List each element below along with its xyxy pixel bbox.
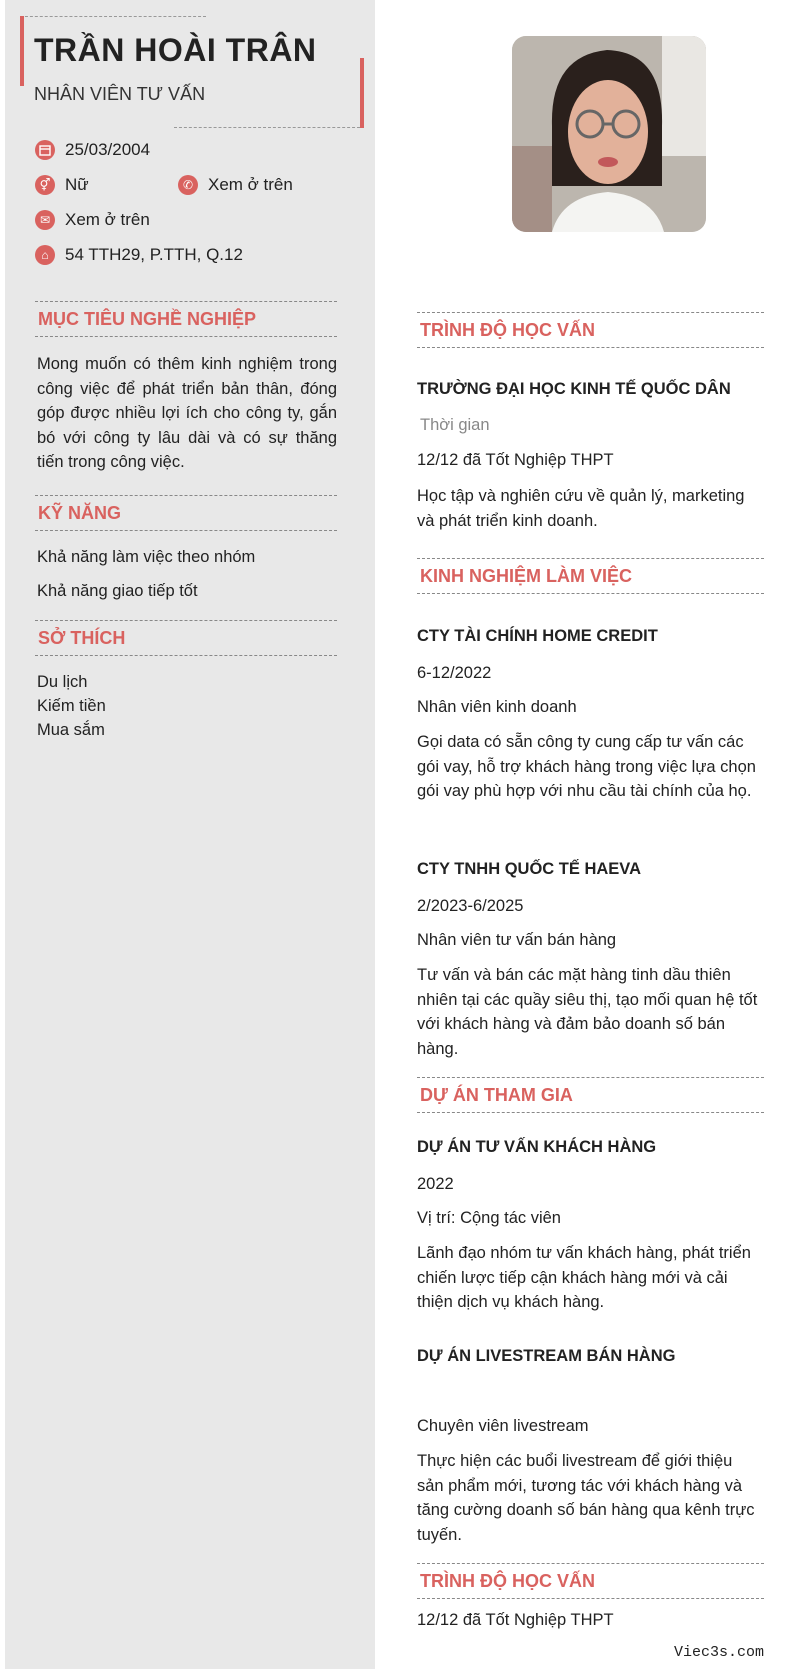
project-role: Vị trí: Cộng tác viên — [417, 1209, 561, 1227]
experience-heading-text: KINH NGHIỆM LÀM VIỆC — [420, 565, 633, 586]
education-time-label: Thời gian — [420, 416, 490, 434]
objective-heading — [35, 301, 337, 337]
project-description: Lãnh đạo nhóm tư vấn khách hàng, phát triển chiến lược tiếp cận khách hàng mới và cải thiện dịch vụ khách hàng. — [417, 1244, 751, 1311]
home-icon: ⌂ — [35, 245, 55, 265]
profile-photo — [512, 36, 706, 232]
phone-icon: ✆ — [178, 175, 198, 195]
gender-text: Nữ — [65, 175, 89, 194]
birthdate-row — [35, 140, 150, 160]
projects-heading — [417, 1077, 764, 1113]
watermark: Viec3s.com — [673, 1644, 764, 1661]
candidate-name: TRẦN HOÀI TRÂN — [34, 32, 317, 68]
phone-row — [178, 175, 293, 195]
address-row — [35, 245, 243, 265]
address-text: 54 TTH29, P.TTH, Q.12 — [65, 245, 243, 264]
project-year: 2022 — [417, 1175, 454, 1193]
gender-icon: ⚥ — [35, 175, 55, 195]
education-description: Học tập và nghiên cứu về quản lý, marketing và phát triển kinh doanh. — [417, 487, 745, 530]
objective-text: Mong muốn có thêm kinh nghiệm trong công việc để phát triển bản thân, đóng góp được nhiều lợi ích cho công ty, gắn bó với công ty lâu dài và có sự thăng tiến trong công việc. — [37, 355, 337, 471]
education2-degree: 12/12 đã Tốt Nghiệp THPT — [417, 1611, 614, 1629]
name-header — [20, 16, 364, 128]
gender-row — [35, 175, 89, 195]
header-bottom-divider — [174, 127, 360, 128]
job-period: 2/2023-6/2025 — [417, 897, 524, 915]
hobbies-heading — [35, 620, 337, 656]
objective-heading-text: MỤC TIÊU NGHỀ NGHIỆP — [38, 308, 257, 329]
header-accent-bar-right — [360, 58, 364, 128]
hobby-item: Kiếm tiền — [37, 697, 106, 715]
job-description: Gọi data có sẵn công ty cung cấp tư vấn các gói vay, hỗ trợ khách hàng trong việc lựa chọn gói vay phù hợp với nhu cầu tài chính của họ. — [417, 733, 756, 800]
job-company: CTY TNHH QUỐC TẾ HAEVA — [417, 860, 641, 878]
education-heading-text: TRÌNH ĐỘ HỌC VẤN — [420, 319, 595, 340]
skill-item: Khả năng làm việc theo nhóm — [37, 548, 256, 566]
hobby-item: Mua sắm — [37, 721, 105, 739]
job-period: 6-12/2022 — [417, 664, 492, 682]
header-top-divider — [20, 16, 206, 17]
skills-heading — [35, 495, 337, 531]
job-role: Nhân viên tư vấn bán hàng — [417, 931, 617, 949]
project-role: Chuyên viên livestream — [417, 1417, 589, 1435]
job-description: Tư vấn và bán các mặt hàng tinh dầu thiên nhiên tại các quầy siêu thị, tạo mối quan hệ tốt với khách hàng và đảm bảo doanh số bán hàng. — [417, 966, 758, 1058]
project-description: Thực hiện các buổi livestream để giới thiệu sản phẩm mới, tương tác với khách hàng và tăng cường doanh số bán hàng qua kênh trực tuyến. — [417, 1452, 755, 1544]
skill-item: Khả năng giao tiếp tốt — [37, 582, 198, 600]
skills-heading-text: KỸ NĂNG — [38, 502, 122, 523]
job-role: Nhân viên kinh doanh — [417, 698, 577, 716]
phone-text: Xem ở trên — [208, 175, 293, 194]
person-portrait-icon — [512, 36, 706, 232]
email-text: Xem ở trên — [65, 210, 150, 229]
project-name: DỰ ÁN LIVESTREAM BÁN HÀNG — [417, 1347, 676, 1365]
education-heading — [417, 312, 764, 348]
hobbies-heading-text: SỞ THÍCH — [38, 627, 126, 648]
education2-heading-text: TRÌNH ĐỘ HỌC VẤN — [420, 1570, 595, 1591]
header-accent-bar-left — [20, 16, 24, 86]
birthdate-text: 25/03/2004 — [65, 140, 151, 159]
email-row — [35, 210, 150, 230]
education-degree: 12/12 đã Tốt Nghiệp THPT — [417, 451, 614, 469]
education-school: TRƯỜNG ĐẠI HỌC KINH TẾ QUỐC DÂN — [417, 380, 731, 398]
education2-heading — [417, 1563, 764, 1599]
projects-heading-text: DỰ ÁN THAM GIA — [420, 1084, 573, 1105]
email-icon: ✉ — [35, 210, 55, 230]
job-company: CTY TÀI CHÍNH HOME CREDIT — [417, 627, 658, 645]
experience-heading — [417, 558, 764, 594]
hobby-item: Du lịch — [37, 673, 88, 691]
candidate-title: NHÂN VIÊN TƯ VẤN — [34, 84, 206, 104]
calendar-icon — [35, 140, 55, 160]
project-name: DỰ ÁN TƯ VẤN KHÁCH HÀNG — [417, 1138, 657, 1156]
